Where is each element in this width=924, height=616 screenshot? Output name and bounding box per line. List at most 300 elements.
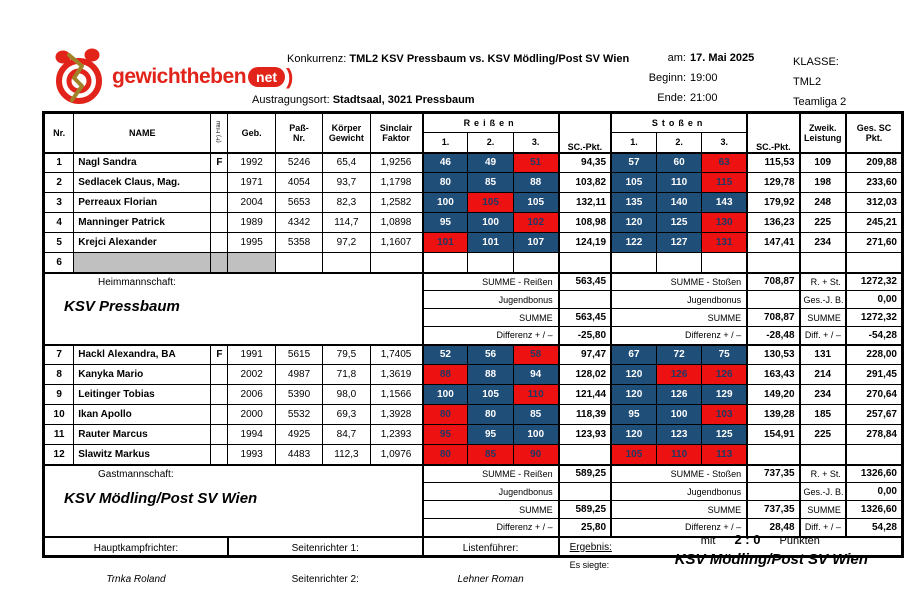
summary-value-snatch: 563,45 [559,273,611,291]
logo-net-badge: net [248,67,285,87]
jerk-attempt-2: 125 [656,213,701,233]
beginn-value: 19:00 [690,72,718,84]
team-role-label: Heimmannschaft: [98,276,176,288]
sinclair-factor [370,253,422,273]
pass-number: 5390 [275,385,322,405]
birth-year: 1994 [228,425,275,445]
jerk-attempt-1: 120 [611,365,656,385]
birth-year: 1993 [228,445,275,465]
snatch-attempt-3: 51 [513,153,558,173]
summary-label-total: Ges.-J. B. [800,291,846,309]
klasse-value: TML2 [793,76,822,88]
total-sc-points: 291,45 [846,365,903,385]
col-header-attempt-2: 2. [468,133,513,153]
snatch-attempt-3: 105 [513,193,558,213]
two-lift-total: 109 [800,153,846,173]
female-flag [211,173,228,193]
total-sc-points: 228,00 [846,345,903,365]
two-lift-total: 225 [800,425,846,445]
summary-value-snatch: 25,80 [559,519,611,537]
listenfuehrer-name: Lehner Roman [457,573,524,585]
jerk-sc-points: 147,41 [747,233,799,253]
two-lift-total: 131 [800,345,846,365]
sinclair-factor: 1,1607 [370,233,422,253]
jerk-sc-points: 154,91 [747,425,799,445]
col-header-sinclair: Sinclair Faktor [370,113,422,153]
lifter-row [44,253,903,273]
lifter-name: Manninger Patrick [74,213,211,233]
summary-value-snatch [559,291,611,309]
konkurrenz-label: Konkurrenz: [287,53,347,65]
snatch-attempt-2: 101 [468,233,513,253]
summary-label-snatch: SUMME [423,309,559,327]
hauptkampfrichter-cell [44,537,228,585]
total-sc-points: 245,21 [846,213,903,233]
jerk-sc-points: 139,28 [747,405,799,425]
jerk-sc-points: 179,92 [747,193,799,213]
guest-team-rows [44,345,903,465]
jerk-attempt-1: 122 [611,233,656,253]
liga-value: Teamliga 2 [793,96,847,108]
snatch-attempt-2: 49 [468,153,513,173]
konkurrenz-value: TML2 KSV Pressbaum vs. KSV Mödling/Post SV Wien [349,53,630,65]
lifter-row [44,385,903,405]
snatch-attempt-1: 95 [423,425,468,445]
team-name: KSV Mödling/Post SV Wien [64,489,258,507]
snatch-attempt-1: 101 [423,233,468,253]
jerk-attempt-3: 103 [702,405,747,425]
col-header-ges-sc: Ges. SC Pkt. [846,113,903,153]
lifter-number: 6 [44,253,74,273]
birth-year: 2002 [228,365,275,385]
lifter-row [44,445,903,465]
jerk-attempt-1: 95 [611,405,656,425]
lifter-row [44,173,903,193]
jerk-sc-points [747,445,799,465]
female-flag [211,213,228,233]
snatch-sc-points: 128,02 [559,365,611,385]
snatch-attempt-3: 90 [513,445,558,465]
two-lift-total: 248 [800,193,846,213]
jerk-attempt-1: 105 [611,173,656,193]
snatch-attempt-1: 100 [423,193,468,213]
two-lift-total: 214 [800,365,846,385]
mit-label: mit [700,535,716,547]
female-flag [211,405,228,425]
body-weight: 97,2 [323,233,370,253]
jerk-attempt-3: 115 [702,173,747,193]
summary-label-snatch: SUMME - Reißen [423,273,559,291]
summary-row [44,273,903,291]
results-table [42,111,904,585]
winner-team-name: KSV Mödling/Post SV Wien [674,550,868,568]
lifter-row [44,365,903,385]
lifter-row [44,425,903,445]
jerk-attempt-1: 135 [611,193,656,213]
table-header [44,113,903,153]
jerk-attempt-3: 129 [702,385,747,405]
austragungsort-label: Austragungsort: [252,94,330,106]
birth-year: 1989 [228,213,275,233]
lifter-number: 3 [44,193,74,213]
snatch-attempt-3: 102 [513,213,558,233]
female-flag [211,365,228,385]
total-sc-points: 233,60 [846,173,903,193]
lifter-number: 8 [44,365,74,385]
two-lift-total [800,253,846,273]
austragungsort-value: Stadtsaal, 3021 Pressbaum [332,94,475,106]
body-weight: 98,0 [323,385,370,405]
total-sc-points: 257,67 [846,405,903,425]
snatch-attempt-3: 107 [513,233,558,253]
seitenrichter-cell [228,537,423,585]
col-header-attempt-3: 3. [513,133,558,153]
body-weight: 93,7 [323,173,370,193]
body-weight: 65,4 [323,153,370,173]
body-weight: 69,3 [323,405,370,425]
lifter-name: Rauter Marcus [74,425,211,445]
sinclair-factor: 1,2582 [370,193,422,213]
summary-value-total: -54,28 [846,327,903,345]
home-team-rows [44,153,903,273]
sinclair-factor: 1,1566 [370,385,422,405]
konkurrenz-line [287,53,629,65]
lifter-row [44,153,903,173]
summary-label-total: R. + St. [800,273,846,291]
birth-year: 2006 [228,385,275,405]
birth-year: 1992 [228,153,275,173]
home-team-summary [44,273,903,345]
es-siegte-label: Es siegte: [569,559,610,570]
total-sc-points: 209,88 [846,153,903,173]
summary-label-snatch: Differenz + / – [423,327,559,345]
female-flag [211,385,228,405]
team-name: KSV Pressbaum [64,297,180,315]
female-flag [211,445,228,465]
snatch-attempt-2: 95 [468,425,513,445]
jerk-attempt-2: 60 [656,153,701,173]
lifter-row [44,193,903,213]
jerk-attempt-3: 130 [702,213,747,233]
jerk-attempt-1: 105 [611,445,656,465]
snatch-attempt-3: 88 [513,173,558,193]
jerk-attempt-2 [656,253,701,273]
summary-label-snatch: Jugendbonus [423,291,559,309]
ergebnis-label: Ergebnis: [569,541,612,553]
summary-label-jerk: SUMME - Stoßen [611,273,747,291]
lifter-number: 12 [44,445,74,465]
frau-vertical-label: (F) Frau [216,120,223,143]
jerk-sc-points: 163,43 [747,365,799,385]
snatch-attempt-1: 100 [423,385,468,405]
snatch-attempt-2: 105 [468,193,513,213]
jerk-attempt-2: 126 [656,365,701,385]
snatch-attempt-1: 80 [423,445,468,465]
jerk-attempt-3: 63 [702,153,747,173]
pass-number: 5653 [275,193,322,213]
lifter-name: Nagl Sandra [74,153,211,173]
am-value: 17. Mai 2025 [690,52,755,64]
summary-label-jerk: Differenz + / – [611,327,747,345]
body-weight: 82,3 [323,193,370,213]
lifter-number: 11 [44,425,74,445]
jerk-attempt-2: 72 [656,345,701,365]
sinclair-factor: 1,0976 [370,445,422,465]
jerk-attempt-2: 110 [656,445,701,465]
snatch-sc-points: 108,98 [559,213,611,233]
pass-number: 4925 [275,425,322,445]
team-role-label: Gastmannschaft: [98,468,174,480]
two-lift-total [800,445,846,465]
female-flag [211,253,228,273]
total-sc-points [846,445,903,465]
summary-label-total: SUMME [800,309,846,327]
jerk-attempt-2: 100 [656,405,701,425]
jerk-sc-points: 129,78 [747,173,799,193]
col-header-frau [211,113,228,153]
snatch-attempt-1: 88 [423,365,468,385]
summary-value-jerk [747,483,799,501]
col-header-name: NAME [74,113,211,153]
summary-label-snatch: Differenz + / – [423,519,559,537]
final-score-line [620,532,901,547]
sinclair-factor: 1,1798 [370,173,422,193]
snatch-attempt-3: 110 [513,385,558,405]
summary-label-jerk: Jugendbonus [611,291,747,309]
jerk-sc-points: 149,20 [747,385,799,405]
summary-label-jerk: SUMME [611,501,747,519]
lifter-number: 9 [44,385,74,405]
lifter-number: 10 [44,405,74,425]
snatch-sc-points: 123,93 [559,425,611,445]
col-header-koerpergewicht: Körper Gewicht [323,113,370,153]
snatch-attempt-1 [423,253,468,273]
summary-value-total: 1326,60 [846,465,903,483]
col-header-pass: Paß- Nr. [275,113,322,153]
pass-number: 4483 [275,445,322,465]
two-lift-total: 198 [800,173,846,193]
hauptkampfrichter-label: Hauptkampfrichter: [93,542,179,554]
female-flag [211,193,228,213]
summary-value-total: 0,00 [846,291,903,309]
snatch-attempt-1: 95 [423,213,468,233]
col-header-attempt-1: 1. [611,133,656,153]
guest-team-summary [44,465,903,537]
sinclair-factor: 1,3928 [370,405,422,425]
col-header-geb: Geb. [228,113,275,153]
am-label: am: [667,52,686,64]
summary-value-total: 1272,32 [846,309,903,327]
snatch-attempt-1: 80 [423,173,468,193]
lifter-number: 1 [44,153,74,173]
two-lift-total: 234 [800,385,846,405]
snatch-sc-points: 103,82 [559,173,611,193]
body-weight [323,253,370,273]
summary-label-snatch: SUMME - Reißen [423,465,559,483]
pass-number: 5615 [275,345,322,365]
summary-label-jerk: SUMME - Stoßen [611,465,747,483]
col-header-reissen: Reißen [423,113,559,133]
snatch-sc-points: 97,47 [559,345,611,365]
weightlifter-logo-icon [52,48,106,106]
seitenrichter1-label: Seitenrichter 1: [291,542,359,554]
summary-label-total: Diff. + / – [800,327,846,345]
listenfuehrer-label: Listenführer: [462,542,519,554]
sinclair-factor: 1,9256 [370,153,422,173]
team-box [44,465,423,537]
body-weight: 84,7 [323,425,370,445]
snatch-attempt-3: 94 [513,365,558,385]
jerk-attempt-1: 67 [611,345,656,365]
jerk-attempt-3: 131 [702,233,747,253]
logo-wordmark: gewichtheben [112,65,247,88]
summary-value-jerk: 708,87 [747,309,799,327]
summary-value-snatch: -25,80 [559,327,611,345]
snatch-attempt-2 [468,253,513,273]
two-lift-total: 234 [800,233,846,253]
jerk-sc-points [747,253,799,273]
jerk-attempt-1: 57 [611,153,656,173]
jerk-attempt-2: 140 [656,193,701,213]
summary-value-snatch: 589,25 [559,501,611,519]
snatch-attempt-2: 85 [468,445,513,465]
date-time-block [628,52,770,104]
summary-value-total: 0,00 [846,483,903,501]
jerk-attempt-3: 75 [702,345,747,365]
sinclair-factor: 1,7405 [370,345,422,365]
summary-value-jerk: 737,35 [747,465,799,483]
pass-number: 5358 [275,233,322,253]
team-box [44,273,423,345]
jerk-attempt-1: 120 [611,385,656,405]
score-value: 2 : 0 [734,532,761,547]
jerk-attempt-2: 126 [656,385,701,405]
female-flag [211,425,228,445]
snatch-attempt-1: 80 [423,405,468,425]
hauptkampfrichter-name: Trnka Roland [106,573,166,585]
snatch-attempt-2: 80 [468,405,513,425]
snatch-sc-points: 94,35 [559,153,611,173]
birth-year [228,253,275,273]
lifter-row [44,345,903,365]
snatch-attempt-1: 52 [423,345,468,365]
lifter-name: Krejci Alexander [74,233,211,253]
summary-value-jerk: 28,48 [747,519,799,537]
col-header-sc-stossen: SC.-Pkt. [747,113,799,153]
sinclair-factor: 1,0898 [370,213,422,233]
summary-label-jerk: Jugendbonus [611,483,747,501]
lifter-name: Perreaux Florian [74,193,211,213]
summary-label-total: SUMME [800,501,846,519]
lifter-name: Ikan Apollo [74,405,211,425]
total-sc-points: 278,84 [846,425,903,445]
snatch-sc-points [559,253,611,273]
jerk-sc-points: 130,53 [747,345,799,365]
lifter-name: Leitinger Tobias [74,385,211,405]
summary-value-snatch: 563,45 [559,309,611,327]
col-header-attempt-2: 2. [656,133,701,153]
seitenrichter2-label: Seitenrichter 2: [291,573,359,585]
logo-arc: ) [286,64,294,89]
total-sc-points: 312,03 [846,193,903,213]
jerk-attempt-3: 143 [702,193,747,213]
jerk-attempt-3: 113 [702,445,747,465]
summary-value-jerk: 708,87 [747,273,799,291]
lifter-row [44,233,903,253]
jerk-attempt-1: 120 [611,425,656,445]
col-header-nr: Nr. [44,113,74,153]
birth-year: 2004 [228,193,275,213]
birth-year: 1971 [228,173,275,193]
lifter-row [44,213,903,233]
austragungsort-line [252,94,475,106]
lifter-name: Sedlacek Claus, Mag. [74,173,211,193]
pass-number: 4987 [275,365,322,385]
snatch-sc-points: 121,44 [559,385,611,405]
jerk-sc-points: 115,53 [747,153,799,173]
two-lift-total: 225 [800,213,846,233]
female-flag: F [211,345,228,365]
summary-value-snatch [559,483,611,501]
lifter-number: 2 [44,173,74,193]
lifter-name: Hackl Alexandra, BA [74,345,211,365]
jerk-attempt-3: 126 [702,365,747,385]
klasse-label: KLASSE: [793,56,839,68]
snatch-attempt-3: 85 [513,405,558,425]
jerk-attempt-3: 125 [702,425,747,445]
summary-label-snatch: SUMME [423,501,559,519]
pass-number: 5532 [275,405,322,425]
summary-row [44,465,903,483]
lifter-name: Kanyka Mario [74,365,211,385]
col-header-zweikampf: Zweik. Leistung [800,113,846,153]
snatch-sc-points: 132,11 [559,193,611,213]
sinclair-factor: 1,2393 [370,425,422,445]
snatch-attempt-2: 88 [468,365,513,385]
body-weight: 112,3 [323,445,370,465]
total-sc-points: 270,64 [846,385,903,405]
summary-value-jerk [747,291,799,309]
summary-label-jerk: Differenz + / – [611,519,747,537]
lifter-number: 7 [44,345,74,365]
punkten-label: Punkten [779,535,820,547]
col-header-attempt-3: 3. [702,133,747,153]
snatch-attempt-1: 46 [423,153,468,173]
snatch-attempt-2: 100 [468,213,513,233]
birth-year: 2000 [228,405,275,425]
birth-year: 1991 [228,345,275,365]
lifter-number: 5 [44,233,74,253]
summary-label-total: Diff. + / – [800,519,846,537]
lifter-name: Slawitz Markus [74,445,211,465]
ende-value: 21:00 [690,92,718,104]
summary-value-jerk: -28,48 [747,327,799,345]
summary-label-snatch: Jugendbonus [423,483,559,501]
snatch-attempt-2: 105 [468,385,513,405]
jerk-attempt-1: 120 [611,213,656,233]
total-sc-points [846,253,903,273]
officials-footer [44,532,903,585]
jerk-attempt-2: 127 [656,233,701,253]
summary-value-snatch: 589,25 [559,465,611,483]
jerk-attempt-2: 110 [656,173,701,193]
lifter-row [44,405,903,425]
lifter-name [74,253,211,273]
summary-label-total: Ges.-J. B. [800,483,846,501]
snatch-sc-points: 118,39 [559,405,611,425]
summary-label-jerk: SUMME [611,309,747,327]
ergebnis-cell [559,532,903,570]
